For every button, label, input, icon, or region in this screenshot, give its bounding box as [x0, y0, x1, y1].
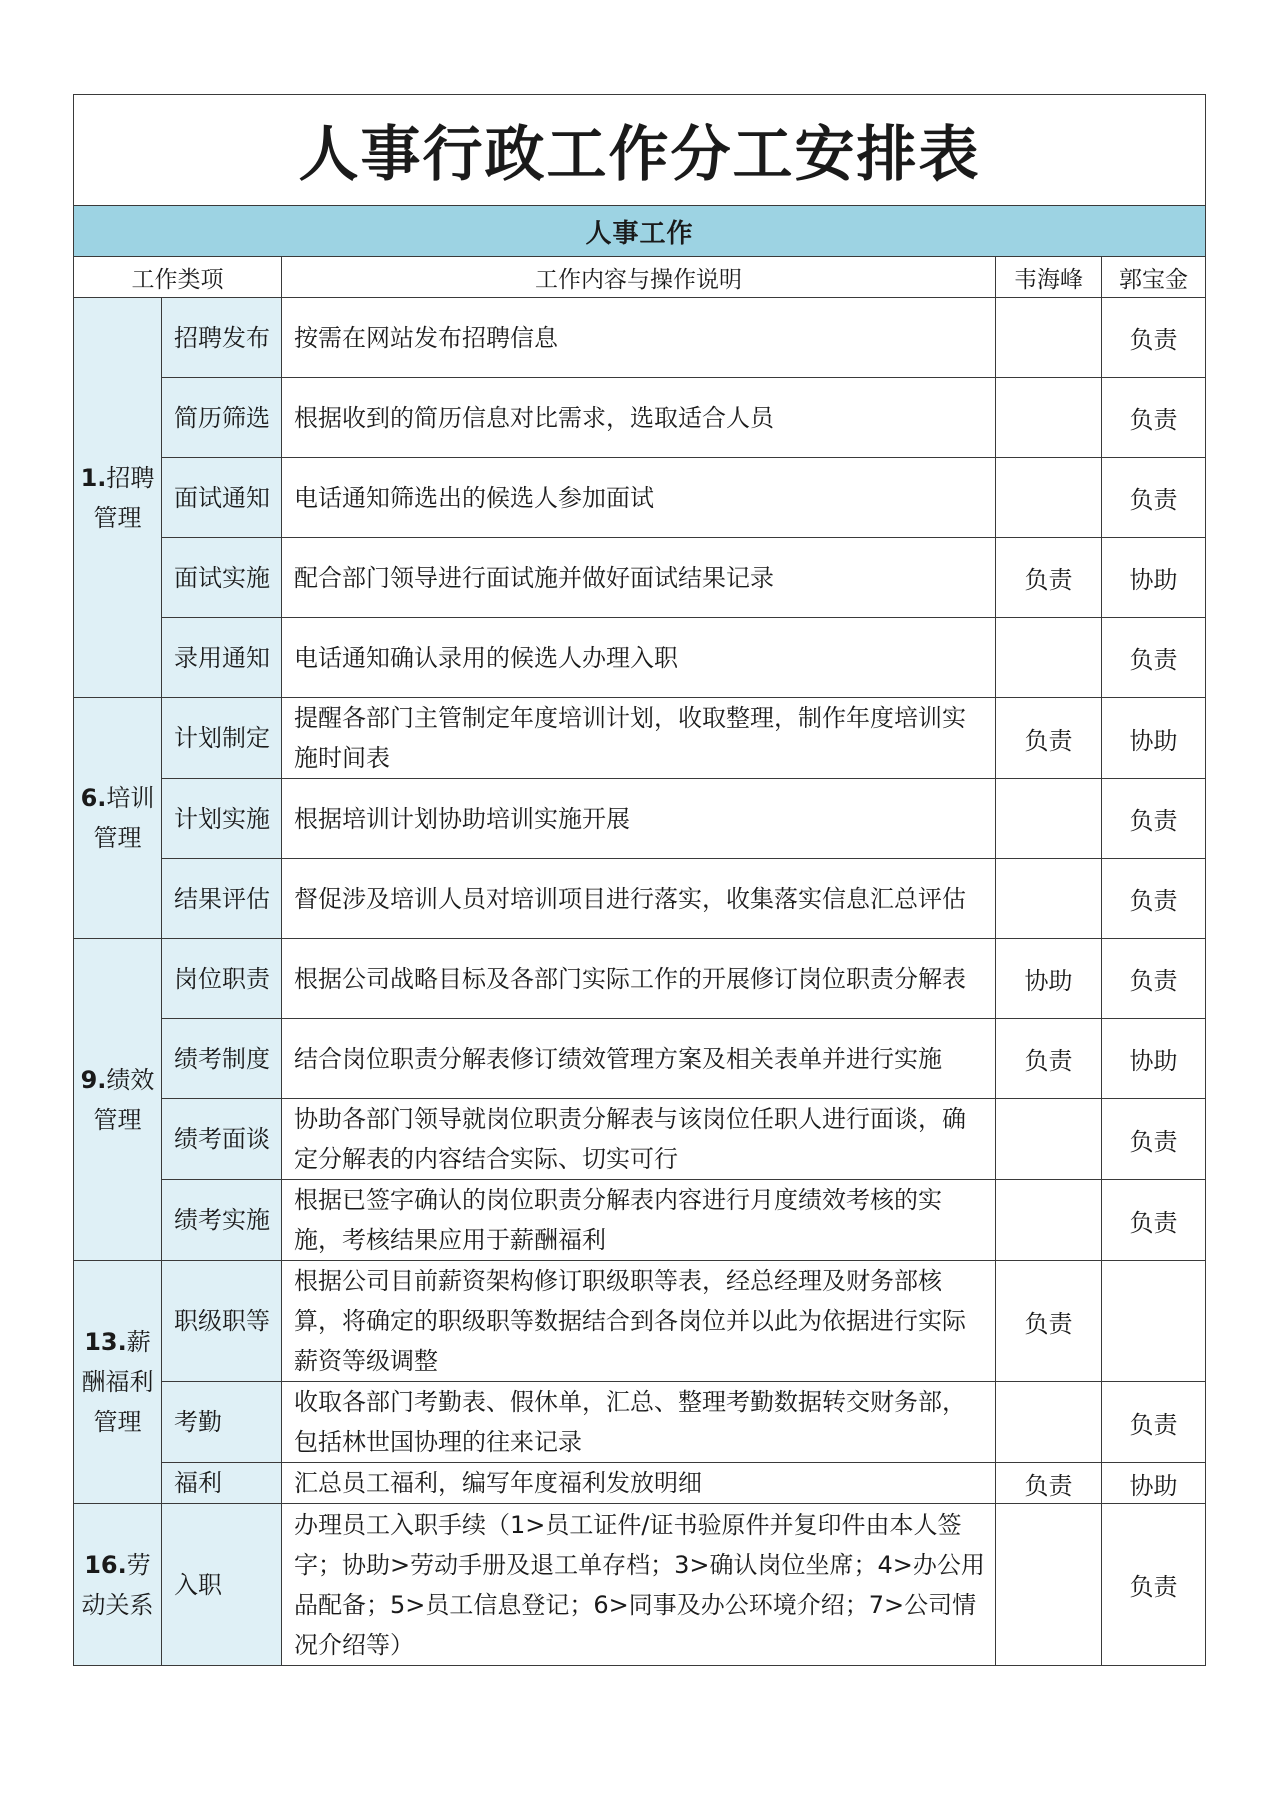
category-name: 劳动关系: [81, 1550, 154, 1619]
person1-role: [996, 298, 1102, 378]
item-name: 计划制定: [162, 698, 282, 779]
table-row: [74, 1504, 1206, 1666]
person1-role: [996, 458, 1102, 538]
item-name: 考勤: [162, 1382, 282, 1463]
category-number: 16.: [84, 1550, 127, 1579]
header-content: 工作内容与操作说明: [282, 257, 996, 298]
item-name: 面试实施: [162, 538, 282, 618]
table-row: [74, 1261, 1206, 1382]
header-person2: 郭宝金: [1102, 257, 1206, 298]
category-cell: [74, 298, 162, 698]
item-name: 招聘发布: [162, 298, 282, 378]
person2-role: 协助: [1102, 1463, 1206, 1504]
category-name: 薪酬福利管理: [81, 1328, 154, 1436]
person1-role: [996, 1180, 1102, 1261]
item-description: 协助各部门领导就岗位职责分解表与该岗位任职人进行面谈，确定分解表的内容结合实际、切实可行: [282, 1099, 996, 1180]
person2-role: 协助: [1102, 1019, 1206, 1099]
item-name: 录用通知: [162, 618, 282, 698]
item-name: 福利: [162, 1463, 282, 1504]
person1-role: 协助: [996, 939, 1102, 1019]
table-row: [74, 298, 1206, 378]
item-description: 电话通知确认录用的候选人办理入职: [282, 618, 996, 698]
person2-role: 协助: [1102, 538, 1206, 618]
schedule-table: [73, 94, 1206, 1666]
person1-role: [996, 1382, 1102, 1463]
category-cell: [74, 1504, 162, 1666]
table-row: [74, 618, 1206, 698]
person2-role: 负责: [1102, 1099, 1206, 1180]
item-name: 绩考制度: [162, 1019, 282, 1099]
table-row: [74, 698, 1206, 779]
item-name: 计划实施: [162, 779, 282, 859]
category-cell: [74, 1261, 162, 1504]
person1-role: 负责: [996, 1019, 1102, 1099]
category-number: 1.: [80, 463, 107, 492]
table-row: [74, 1019, 1206, 1099]
header-person1: 韦海峰: [996, 257, 1102, 298]
person2-role: 负责: [1102, 618, 1206, 698]
table-row: [74, 538, 1206, 618]
category-cell: [74, 939, 162, 1261]
category-name: 培训管理: [93, 784, 155, 852]
person2-role: 负责: [1102, 859, 1206, 939]
table-row: [74, 939, 1206, 1019]
item-name: 岗位职责: [162, 939, 282, 1019]
item-description: 收取各部门考勤表、假休单，汇总、整理考勤数据转交财务部，包括林世国协理的往来记录: [282, 1382, 996, 1463]
person2-role: 协助: [1102, 698, 1206, 779]
item-description: 根据收到的简历信息对比需求，选取适合人员: [282, 378, 996, 458]
person1-role: 负责: [996, 1261, 1102, 1382]
item-description: 根据公司战略目标及各部门实际工作的开展修订岗位职责分解表: [282, 939, 996, 1019]
person1-role: [996, 779, 1102, 859]
person2-role: 负责: [1102, 298, 1206, 378]
person1-role: 负责: [996, 1463, 1102, 1504]
category-number: 9.: [80, 1065, 107, 1094]
item-description: 督促涉及培训人员对培训项目进行落实，收集落实信息汇总评估: [282, 859, 996, 939]
person2-role: 负责: [1102, 779, 1206, 859]
item-description: 办理员工入职手续（1>员工证件/证书验原件并复印件由本人签字；协助>劳动手册及退工单存档；3>确认岗位坐席；4>办公用品配备；5>员工信息登记；6>同事及办公环境介绍；7>公司情况介绍等）: [282, 1504, 996, 1666]
page-title: 人事行政工作分工安排表: [74, 95, 1206, 206]
section-header: 人事工作: [74, 206, 1206, 257]
item-name: 结果评估: [162, 859, 282, 939]
item-name: 面试通知: [162, 458, 282, 538]
table-row: [74, 1463, 1206, 1504]
table-row: [74, 779, 1206, 859]
person2-role: [1102, 1261, 1206, 1382]
item-name: 简历筛选: [162, 378, 282, 458]
person2-role: 负责: [1102, 458, 1206, 538]
item-description: 提醒各部门主管制定年度培训计划，收取整理，制作年度培训实施时间表: [282, 698, 996, 779]
item-description: 根据公司目前薪资架构修订职级职等表，经总经理及财务部核算，将确定的职级职等数据结合到各岗位并以此为依据进行实际薪资等级调整: [282, 1261, 996, 1382]
item-description: 根据已签字确认的岗位职责分解表内容进行月度绩效考核的实施，考核结果应用于薪酬福利: [282, 1180, 996, 1261]
person1-role: [996, 1099, 1102, 1180]
person2-role: 负责: [1102, 1382, 1206, 1463]
item-description: 配合部门领导进行面试施并做好面试结果记录: [282, 538, 996, 618]
person1-role: [996, 378, 1102, 458]
table-row: [74, 458, 1206, 538]
item-description: 按需在网站发布招聘信息: [282, 298, 996, 378]
item-description: 根据培训计划协助培训实施开展: [282, 779, 996, 859]
table-row: [74, 1180, 1206, 1261]
person1-role: 负责: [996, 698, 1102, 779]
person1-role: 负责: [996, 538, 1102, 618]
category-name: 招聘管理: [93, 463, 155, 532]
item-name: 入职: [162, 1504, 282, 1666]
person2-role: 负责: [1102, 1504, 1206, 1666]
item-description: 结合岗位职责分解表修订绩效管理方案及相关表单并进行实施: [282, 1019, 996, 1099]
item-name: 绩考实施: [162, 1180, 282, 1261]
item-name: 职级职等: [162, 1261, 282, 1382]
schedule-sheet: [73, 94, 1205, 1666]
header-category: 工作类项: [74, 257, 282, 298]
person2-role: 负责: [1102, 1180, 1206, 1261]
table-row: [74, 1382, 1206, 1463]
person1-role: [996, 1504, 1102, 1666]
item-description: 电话通知筛选出的候选人参加面试: [282, 458, 996, 538]
item-description: 汇总员工福利，编写年度福利发放明细: [282, 1463, 996, 1504]
category-number: 13.: [84, 1328, 127, 1356]
category-number: 6.: [80, 784, 107, 812]
table-row: [74, 378, 1206, 458]
person1-role: [996, 618, 1102, 698]
category-name: 绩效管理: [93, 1065, 155, 1134]
table-row: [74, 1099, 1206, 1180]
person1-role: [996, 859, 1102, 939]
person2-role: 负责: [1102, 939, 1206, 1019]
category-cell: [74, 698, 162, 939]
person2-role: 负责: [1102, 378, 1206, 458]
table-row: [74, 859, 1206, 939]
item-name: 绩考面谈: [162, 1099, 282, 1180]
